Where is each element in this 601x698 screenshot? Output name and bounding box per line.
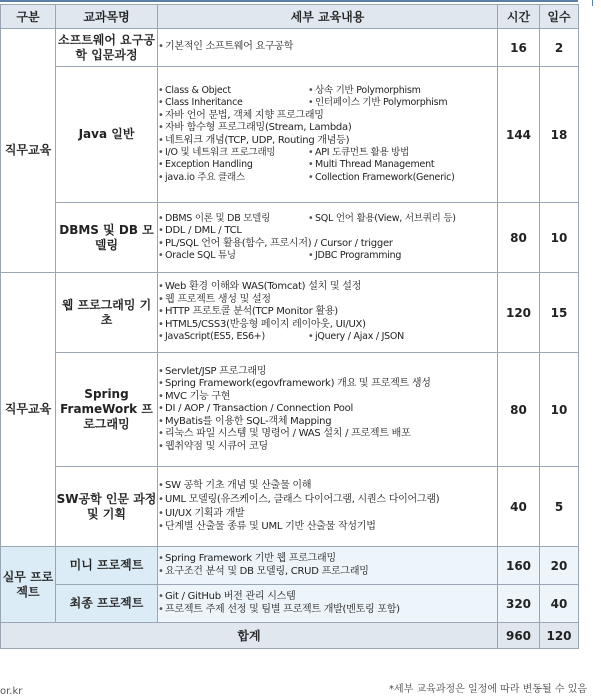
subject-cell: 최종 프로젝트: [56, 585, 158, 623]
detail-item: • Web 환경 이해와 WAS(Tomcat) 설치 및 설정: [158, 281, 497, 293]
detail-item: • 인터페이스 기반 Polymorphism: [308, 97, 497, 109]
detail-item: • 단계별 산출물 종류 및 UML 기반 산출물 작성기법: [158, 520, 497, 534]
total-row: [1, 623, 579, 649]
table-row: [1, 29, 579, 67]
detail-item: • Spring Framework 기반 웹 프로그래밍: [158, 553, 497, 565]
total-label: 합계: [1, 623, 498, 649]
hours-cell: 16: [498, 29, 540, 67]
detail-cell: [158, 203, 498, 273]
detail-item: • PL/SQL 언어 활용(함수, 프로시저) / Cursor / trigger: [158, 238, 497, 250]
detail-item: • 웹취약점 및 시큐어 코딩: [158, 441, 497, 453]
table-row: [1, 67, 579, 203]
hours-cell: 120: [498, 273, 540, 353]
edge-mark: [592, 0, 593, 6]
subject-cell: 소프트웨어 요구공학 입문과정: [56, 29, 158, 67]
detail-item: • 리눅스 파일 시스템 및 명령어 / WAS 설치 / 프로젝트 배포: [158, 428, 497, 440]
detail-item: • SQL 언어 활용(View, 서브쿼리 등): [308, 213, 497, 225]
days-cell: 15: [540, 273, 579, 353]
detail-item: • UML 모델링(유즈케이스, 클래스 다이어그램, 시퀀스 다이어그램): [158, 493, 497, 507]
subject-cell: Java 일반: [56, 67, 158, 203]
header-row: [1, 5, 579, 29]
subject-cell: Spring FrameWork 프로그래밍: [56, 353, 158, 467]
detail-item: • MVC 기능 구현: [158, 391, 497, 403]
detail-item: • Class & Object: [158, 85, 308, 97]
total-days: 120: [540, 623, 579, 649]
subject-cell: 미니 프로젝트: [56, 547, 158, 585]
table-row: [1, 353, 579, 467]
detail-item: • 네트워크 개념(TCP, UDP, Routing 개념등): [158, 135, 497, 147]
detail-item: • Multi Thread Management: [308, 159, 497, 171]
days-cell: 18: [540, 67, 579, 203]
detail-item: • JDBC Programming: [308, 250, 497, 262]
hours-cell: 80: [498, 353, 540, 467]
detail-cell: [158, 29, 498, 67]
table-row: [1, 273, 579, 353]
detail-item: • SW 공학 기초 개념 및 산출물 이해: [158, 479, 497, 493]
detail-item: • java.io 주요 클래스: [158, 172, 308, 184]
detail-cell: [158, 353, 498, 467]
detail-item: • JavaScript(ES5, ES6+): [158, 331, 308, 343]
detail-item: • 프로젝트 주제 선정 및 팀별 프로젝트 개발(멘토링 포함): [158, 604, 497, 616]
detail-item: • 자바 언어 문법, 객체 지향 프로그래밍: [158, 110, 497, 122]
subject-cell: DBMS 및 DB 모델링: [56, 203, 158, 273]
curriculum-table: [0, 4, 579, 649]
hours-cell: 40: [498, 467, 540, 547]
days-cell: 2: [540, 29, 579, 67]
days-cell: 20: [540, 547, 579, 585]
detail-item: • DBMS 이론 및 DB 모델링: [158, 213, 308, 225]
hours-cell: 80: [498, 203, 540, 273]
header-category: 구분: [1, 5, 56, 29]
detail-item: • Git / GitHub 버전 관리 시스템: [158, 591, 497, 603]
subject-cell: SW공학 인문 과정 및 기획: [56, 467, 158, 547]
detail-item: • API 도큐먼트 활용 방법: [308, 147, 497, 159]
category-cell: 직무교육: [1, 29, 56, 273]
detail-item: • Spring Framework(egovframework) 개요 및 프로젝트 생성: [158, 378, 497, 390]
days-cell: 5: [540, 467, 579, 547]
detail-item: • HTTP 프로토콜 분석(TCP Monitor 활용): [158, 306, 497, 318]
hours-cell: 160: [498, 547, 540, 585]
detail-item: • jQuery / Ajax / JSON: [308, 331, 497, 343]
detail-item: • 웹 프로젝트 생성 및 설정: [158, 294, 497, 306]
detail-cell: [158, 585, 498, 623]
url-fragment: or.kr: [0, 686, 23, 697]
detail-cell: [158, 467, 498, 547]
detail-cell: [158, 67, 498, 203]
footnote: *세부 교육과정은 일정에 따라 변동될 수 있음: [389, 684, 587, 695]
detail-item: • UI/UX 기획과 개발: [158, 507, 497, 521]
header-hours: 시간: [498, 5, 540, 29]
category-cell: 실무 프로젝트: [1, 547, 56, 623]
detail-item: • 요구조건 분석 및 DB 모델링, CRUD 프로그래밍: [158, 566, 497, 578]
table-row: [1, 547, 579, 585]
table-row: [1, 585, 579, 623]
detail-item: • Class Inheritance: [158, 97, 308, 109]
detail-item: • MyBatis를 이용한 SQL-객체 Mapping: [158, 416, 497, 428]
days-cell: 40: [540, 585, 579, 623]
days-cell: 10: [540, 203, 579, 273]
detail-item: • 기본적인 소프트웨어 요구공학: [158, 41, 497, 53]
header-detail: 세부 교육내용: [158, 5, 498, 29]
detail-item: • 자바 함수형 프로그래밍(Stream, Lambda): [158, 122, 497, 134]
detail-item: • Oracle SQL 튜닝: [158, 250, 308, 262]
category-cell: 직무교육: [1, 273, 56, 547]
detail-item: • 상속 기반 Polymorphism: [308, 85, 497, 97]
header-days: 일수: [540, 5, 579, 29]
detail-cell: [158, 547, 498, 585]
detail-item: • Exception Handling: [158, 159, 308, 171]
detail-item: • Servlet/JSP 프로그래밍: [158, 366, 497, 378]
header-subject: 교과목명: [56, 5, 158, 29]
total-hours: 960: [498, 623, 540, 649]
detail-item: • DI / AOP / Transaction / Connection Pool: [158, 403, 497, 415]
detail-item: • HTML5/CSS3(반응형 페이지 레이아웃, UI/UX): [158, 319, 497, 331]
days-cell: 10: [540, 353, 579, 467]
detail-item: • DDL / DML / TCL: [158, 225, 497, 237]
detail-item: • Collection Framework(Generic): [308, 172, 497, 184]
hours-cell: 144: [498, 67, 540, 203]
detail-cell: [158, 273, 498, 353]
hours-cell: 320: [498, 585, 540, 623]
detail-item: • I/O 및 네트워크 프로그래밍: [158, 147, 308, 159]
table-row: [1, 467, 579, 547]
table-row: [1, 203, 579, 273]
subject-cell: 웹 프로그래밍 기초: [56, 273, 158, 353]
